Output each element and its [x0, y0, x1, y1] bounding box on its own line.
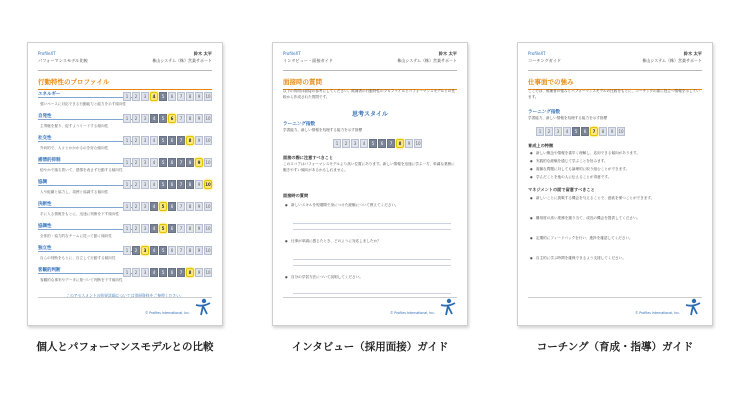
- scale-cell: 3: [141, 268, 149, 277]
- scale-cell: 4: [150, 224, 158, 233]
- scale-cell: 8: [186, 246, 194, 255]
- scale-cell: 4: [150, 246, 158, 255]
- page-header: [528, 51, 702, 71]
- scale-cell: 5: [369, 139, 377, 148]
- focus-title: 育成上の特徴: [528, 143, 554, 148]
- scale-cell: 1: [123, 92, 131, 101]
- scale-cell: 10: [205, 138, 211, 143]
- candidate-name: 鈴木 太平: [438, 51, 457, 56]
- trait-name: 感情的抑制: [38, 158, 61, 163]
- trait-name: 協調: [38, 180, 47, 185]
- scale-cell: 7: [177, 268, 185, 277]
- questions-title: 面接時の質問: [283, 193, 309, 198]
- page-header: [283, 51, 457, 71]
- score-marker: 6: [168, 114, 176, 123]
- score-scale: [123, 268, 212, 277]
- scale-cell: 1: [123, 268, 131, 277]
- scale-cell: 5: [159, 246, 167, 255]
- scale-cell: 10: [205, 270, 211, 275]
- scale-cell: 5: [159, 136, 167, 145]
- question-item: ● 自分の学習方法について説明してください。: [291, 275, 453, 281]
- scale-cell: 7: [177, 136, 185, 145]
- scale-cell: 3: [141, 114, 149, 123]
- trait-name: 独立性: [38, 246, 52, 251]
- score-scale: [123, 180, 212, 189]
- scale-cell: 9: [195, 180, 203, 189]
- scale-cell: 7: [177, 180, 185, 189]
- scale-cell: 5: [159, 114, 167, 123]
- scale-cell: 2: [132, 268, 140, 277]
- trait-description: 客観的な事実やデータに基づいて判断を下す傾向性: [40, 278, 123, 282]
- scale-cell: 3: [141, 202, 149, 211]
- scale-cell: 4: [150, 158, 158, 167]
- score-scale: [123, 246, 212, 255]
- scale-cell: 7: [387, 139, 395, 148]
- scale-cell: 8: [186, 92, 194, 101]
- answer-line: [293, 223, 451, 224]
- trait-divider: [38, 141, 132, 142]
- answer-line: [293, 293, 451, 294]
- scale-cell: 6: [168, 202, 176, 211]
- scale-cell: 1: [123, 136, 131, 145]
- scale-cell: 9: [195, 224, 203, 233]
- scale-cell: 6: [168, 224, 176, 233]
- scale-cell: 6: [168, 158, 176, 167]
- score-marker: 4: [150, 92, 158, 101]
- scale-cell: 2: [132, 180, 140, 189]
- scale-cell: 8: [186, 180, 194, 189]
- scale-cell: 6: [168, 246, 176, 255]
- trait-name: 協調性: [38, 224, 52, 229]
- scale-cell: 9: [195, 114, 203, 123]
- scale-cell: 3: [141, 180, 149, 189]
- scale-cell: 6: [168, 268, 176, 277]
- list-item: ● 新しい概念や情報を素早く理解し、応用できる傾向があります。: [536, 151, 698, 157]
- list-item: ● 実践的な経験を通じて学ぶことを好みます。: [536, 159, 698, 165]
- copyright: © Profiles International, Inc.: [635, 311, 680, 315]
- trait-divider: [38, 229, 132, 230]
- page-footer: [38, 297, 212, 317]
- score-marker: 3: [141, 246, 149, 255]
- trait-name: 自発性: [38, 114, 52, 119]
- scale-cell: 2: [132, 246, 140, 255]
- trait-divider: [38, 185, 132, 186]
- scale-cell: 10: [205, 226, 211, 231]
- scale-cell: 6: [168, 92, 176, 101]
- scale-cell: 8: [186, 224, 194, 233]
- candidate-name: 鈴木 太平: [683, 51, 702, 56]
- score-marker: 8: [396, 139, 404, 148]
- profiles-logo-icon: [437, 297, 457, 317]
- scale-cell: 10: [415, 141, 421, 146]
- coaching-title: マネジメントの面で留意すべきこと: [528, 187, 595, 192]
- score-marker: 5: [159, 224, 167, 233]
- scale-cell: 5: [159, 180, 167, 189]
- scale-cell: 2: [132, 136, 140, 145]
- scale-cell: 8: [186, 114, 194, 123]
- scale-cell: 7: [177, 224, 185, 233]
- page-header: [38, 51, 212, 71]
- scale-cell: 9: [195, 202, 203, 211]
- list-item: ● 定期的にフィードバックを行い、進捗を確認してください。: [536, 236, 698, 242]
- scale-cell: 2: [545, 127, 553, 136]
- subsection-title: ラーニング指数: [528, 110, 561, 115]
- list-item: ● 難易度の高い業務を割り当て、成長の機会を提供してください。: [536, 216, 698, 222]
- scale-cell: 5: [159, 158, 167, 167]
- trait-divider: [38, 119, 132, 120]
- score-scale: [123, 202, 212, 211]
- subsection-description: 学習能力、新しい情報を処理する能力を示す指標: [283, 128, 363, 132]
- intro-text: ここでは、候補者の強みとパフォーマンスモデルの比較をもとに、コーチングの際に役立つ情報を示しています。: [528, 89, 700, 99]
- page-footer: [283, 297, 457, 317]
- footnote: このアセスメントの結果詳細については別冊資料をご参照ください。: [66, 293, 184, 298]
- list-item: ● 自主的に学ぶ時間を確保できるよう支援してください。: [536, 256, 698, 262]
- scale-cell: 7: [177, 202, 185, 211]
- score-scale: [123, 224, 212, 233]
- center-heading: 思考スタイル: [352, 111, 388, 118]
- trait-row: [38, 223, 212, 243]
- score-marker: 5: [159, 202, 167, 211]
- scale-cell: 9: [195, 136, 203, 145]
- trait-description: 主導権を握り、促すようリードする傾向性: [40, 124, 109, 128]
- scale-cell: 10: [205, 160, 211, 165]
- trait-description: 外向的で、人々とかかわるのを好む傾向性: [40, 146, 109, 150]
- answer-line: [293, 229, 451, 230]
- scale-cell: 10: [205, 248, 211, 253]
- scale-cell: 10: [205, 94, 211, 99]
- scale-cell: 4: [563, 127, 571, 136]
- trait-description: 全体的・協力的なチームに従って動く傾向性: [40, 234, 112, 238]
- scale-cell: 1: [123, 114, 131, 123]
- scale-cell: 2: [132, 202, 140, 211]
- scale-cell: 3: [141, 136, 149, 145]
- scale-cell: 4: [150, 180, 158, 189]
- score-scale: [123, 158, 212, 167]
- scale-cell: 1: [123, 180, 131, 189]
- score-marker: 7: [590, 127, 598, 136]
- trait-row: [38, 267, 212, 287]
- score-marker: 8: [186, 268, 194, 277]
- trait-row: [38, 179, 212, 199]
- trait-description: 強いペースに対応できる行動能力と能力を示す傾向性: [40, 102, 127, 106]
- scale-cell: 4: [150, 114, 158, 123]
- trait-name: 客観的判断: [38, 268, 61, 273]
- scale-cell: 8: [186, 158, 194, 167]
- trait-description: 手に入る情報をもとに、迅速に判断を下す傾向性: [40, 212, 120, 216]
- trait-row: [38, 135, 212, 155]
- trait-divider: [38, 273, 132, 274]
- scale-cell: 9: [405, 139, 413, 148]
- scale-cell: 4: [150, 268, 158, 277]
- scale-cell: 6: [168, 180, 176, 189]
- scale-cell: 8: [599, 127, 607, 136]
- trait-divider: [38, 207, 132, 208]
- score-marker: 9: [195, 158, 203, 167]
- subsection-title: ラーニング指数: [283, 122, 316, 127]
- scale-cell: 6: [168, 136, 176, 145]
- caption-interview-guide: インタビュー（採用面接）ガイド: [291, 341, 449, 353]
- document-title: パフォーマンスモデル比較: [38, 58, 88, 63]
- scale-cell: 7: [177, 114, 185, 123]
- trait-row: [38, 201, 212, 221]
- trait-description: 人や組織と協力し、周囲と協調する傾向性: [40, 190, 109, 194]
- scale-cell: 5: [159, 268, 167, 277]
- scale-cell: 2: [132, 158, 140, 167]
- trait-name: 社交性: [38, 136, 52, 141]
- answer-line: [293, 259, 451, 260]
- scale-cell: 3: [554, 127, 562, 136]
- scale-cell: 3: [141, 92, 149, 101]
- scale-cell: 3: [141, 158, 149, 167]
- scale-cell: 3: [141, 224, 149, 233]
- scale-cell: 9: [195, 246, 203, 255]
- score-scale: [536, 127, 625, 136]
- trait-divider: [38, 97, 132, 98]
- document-title: コーチングガイド: [528, 58, 562, 63]
- profiles-logo-icon: [682, 297, 702, 317]
- candidate-name: 鈴木 太平: [193, 51, 212, 56]
- document-title: インタビュー・面接ガイド: [283, 58, 333, 63]
- brand-label: ProfileXT: [38, 51, 56, 56]
- report-page-performance-comparison: [27, 42, 223, 326]
- list-item: ● 学んだことを他の人に伝えることが得意です。: [536, 175, 698, 181]
- brand-label: ProfileXT: [528, 51, 546, 56]
- scale-cell: 5: [572, 127, 580, 136]
- trait-row: [38, 157, 212, 177]
- score-scale: [123, 114, 212, 123]
- trait-divider: [38, 251, 132, 252]
- score-marker: 8: [186, 136, 194, 145]
- scale-cell: 2: [132, 114, 140, 123]
- scale-cell: 10: [205, 116, 211, 121]
- profiles-logo-icon: [192, 297, 212, 317]
- organization-name: 株山システム（株）営業サポート: [642, 58, 702, 63]
- focus-text: このスコアはパフォーマンスモデルより高い位置にあります。新しい情報を迅速に学ぶ一方、単調な業務に飽きやすい傾向があるかもしれません。: [283, 162, 455, 172]
- score-marker: 10: [205, 182, 211, 187]
- caption-performance-comparison: 個人とパフォーマンスモデルとの比較: [36, 341, 214, 353]
- section-title: 行動特性のプロファイル: [38, 77, 212, 90]
- scale-cell: 9: [195, 268, 203, 277]
- scale-cell: 10: [205, 204, 211, 209]
- question-item: ● 仕事が単調に感じたとき、どのように対応しましたか？: [291, 239, 453, 245]
- section-title: 仕事面での強み: [528, 77, 702, 90]
- scale-cell: 6: [378, 139, 386, 148]
- scale-cell: 4: [150, 136, 158, 145]
- scale-cell: 2: [132, 224, 140, 233]
- list-item: ● 複雑な問題に対しても論理的に取り組むことができます。: [536, 167, 698, 173]
- trait-name: エネルギー: [38, 92, 61, 97]
- scale-cell: 1: [536, 127, 544, 136]
- scale-cell: 3: [351, 139, 359, 148]
- scale-cell: 8: [186, 202, 194, 211]
- copyright: © Profiles International, Inc.: [390, 311, 435, 315]
- scale-cell: 2: [342, 139, 350, 148]
- subsection-description: 学習能力、新しい情報を処理する能力を示す指標: [528, 116, 608, 120]
- organization-name: 株山システム（株）営業サポート: [152, 58, 212, 63]
- trait-description: 穏やかで落ち着いて、感情を表さず行動する傾向性: [40, 168, 123, 172]
- trait-name: 決断性: [38, 202, 52, 207]
- trait-divider: [38, 163, 132, 164]
- scale-cell: 9: [195, 92, 203, 101]
- scale-cell: 2: [132, 92, 140, 101]
- trait-description: 自らの判断をもとに、自立して行動する傾向性: [40, 256, 116, 260]
- scale-cell: 1: [123, 158, 131, 167]
- section-title: 面接時の質問: [283, 77, 457, 90]
- list-item: ● 新しいことに挑戦する機会を与えることで、意欲を保つことができます。: [536, 196, 698, 202]
- scale-cell: 4: [150, 202, 158, 211]
- focus-title: 面接の際に注意すべきこと: [283, 155, 334, 160]
- scale-cell: 5: [159, 92, 167, 101]
- score-scale: [333, 139, 422, 148]
- answer-line: [293, 265, 451, 266]
- brand-label: ProfileXT: [283, 51, 301, 56]
- scale-cell: 10: [618, 129, 624, 134]
- scale-cell: 7: [177, 246, 185, 255]
- copyright: © Profiles International, Inc.: [145, 311, 190, 315]
- question-item: ● 新しいスキルを短期間で身につけた経験について教えてください。: [291, 203, 453, 209]
- intro-text: 以下の質問は面接の参考にしてください。候補者の行動特性のプロファイルとパフォーマンスモデルとの比較から作成された質問です。: [283, 89, 455, 99]
- trait-row: [38, 245, 212, 265]
- score-scale: [123, 92, 212, 101]
- trait-row: [38, 113, 212, 133]
- caption-coaching-guide: コーチング（育成・指導）ガイド: [536, 341, 694, 353]
- score-scale: [123, 136, 212, 145]
- scale-cell: 7: [177, 92, 185, 101]
- trait-row: [38, 91, 212, 111]
- scale-cell: 4: [360, 139, 368, 148]
- report-page-interview-guide: [272, 42, 468, 326]
- scale-cell: 1: [123, 202, 131, 211]
- organization-name: 株山システム（株）営業サポート: [397, 58, 457, 63]
- scale-cell: 1: [123, 224, 131, 233]
- scale-cell: 1: [123, 246, 131, 255]
- scale-cell: 1: [333, 139, 341, 148]
- scale-cell: 7: [177, 158, 185, 167]
- page-footer: [528, 297, 702, 317]
- scale-cell: 6: [581, 127, 589, 136]
- report-page-coaching-guide: [517, 42, 713, 326]
- scale-cell: 9: [608, 127, 616, 136]
